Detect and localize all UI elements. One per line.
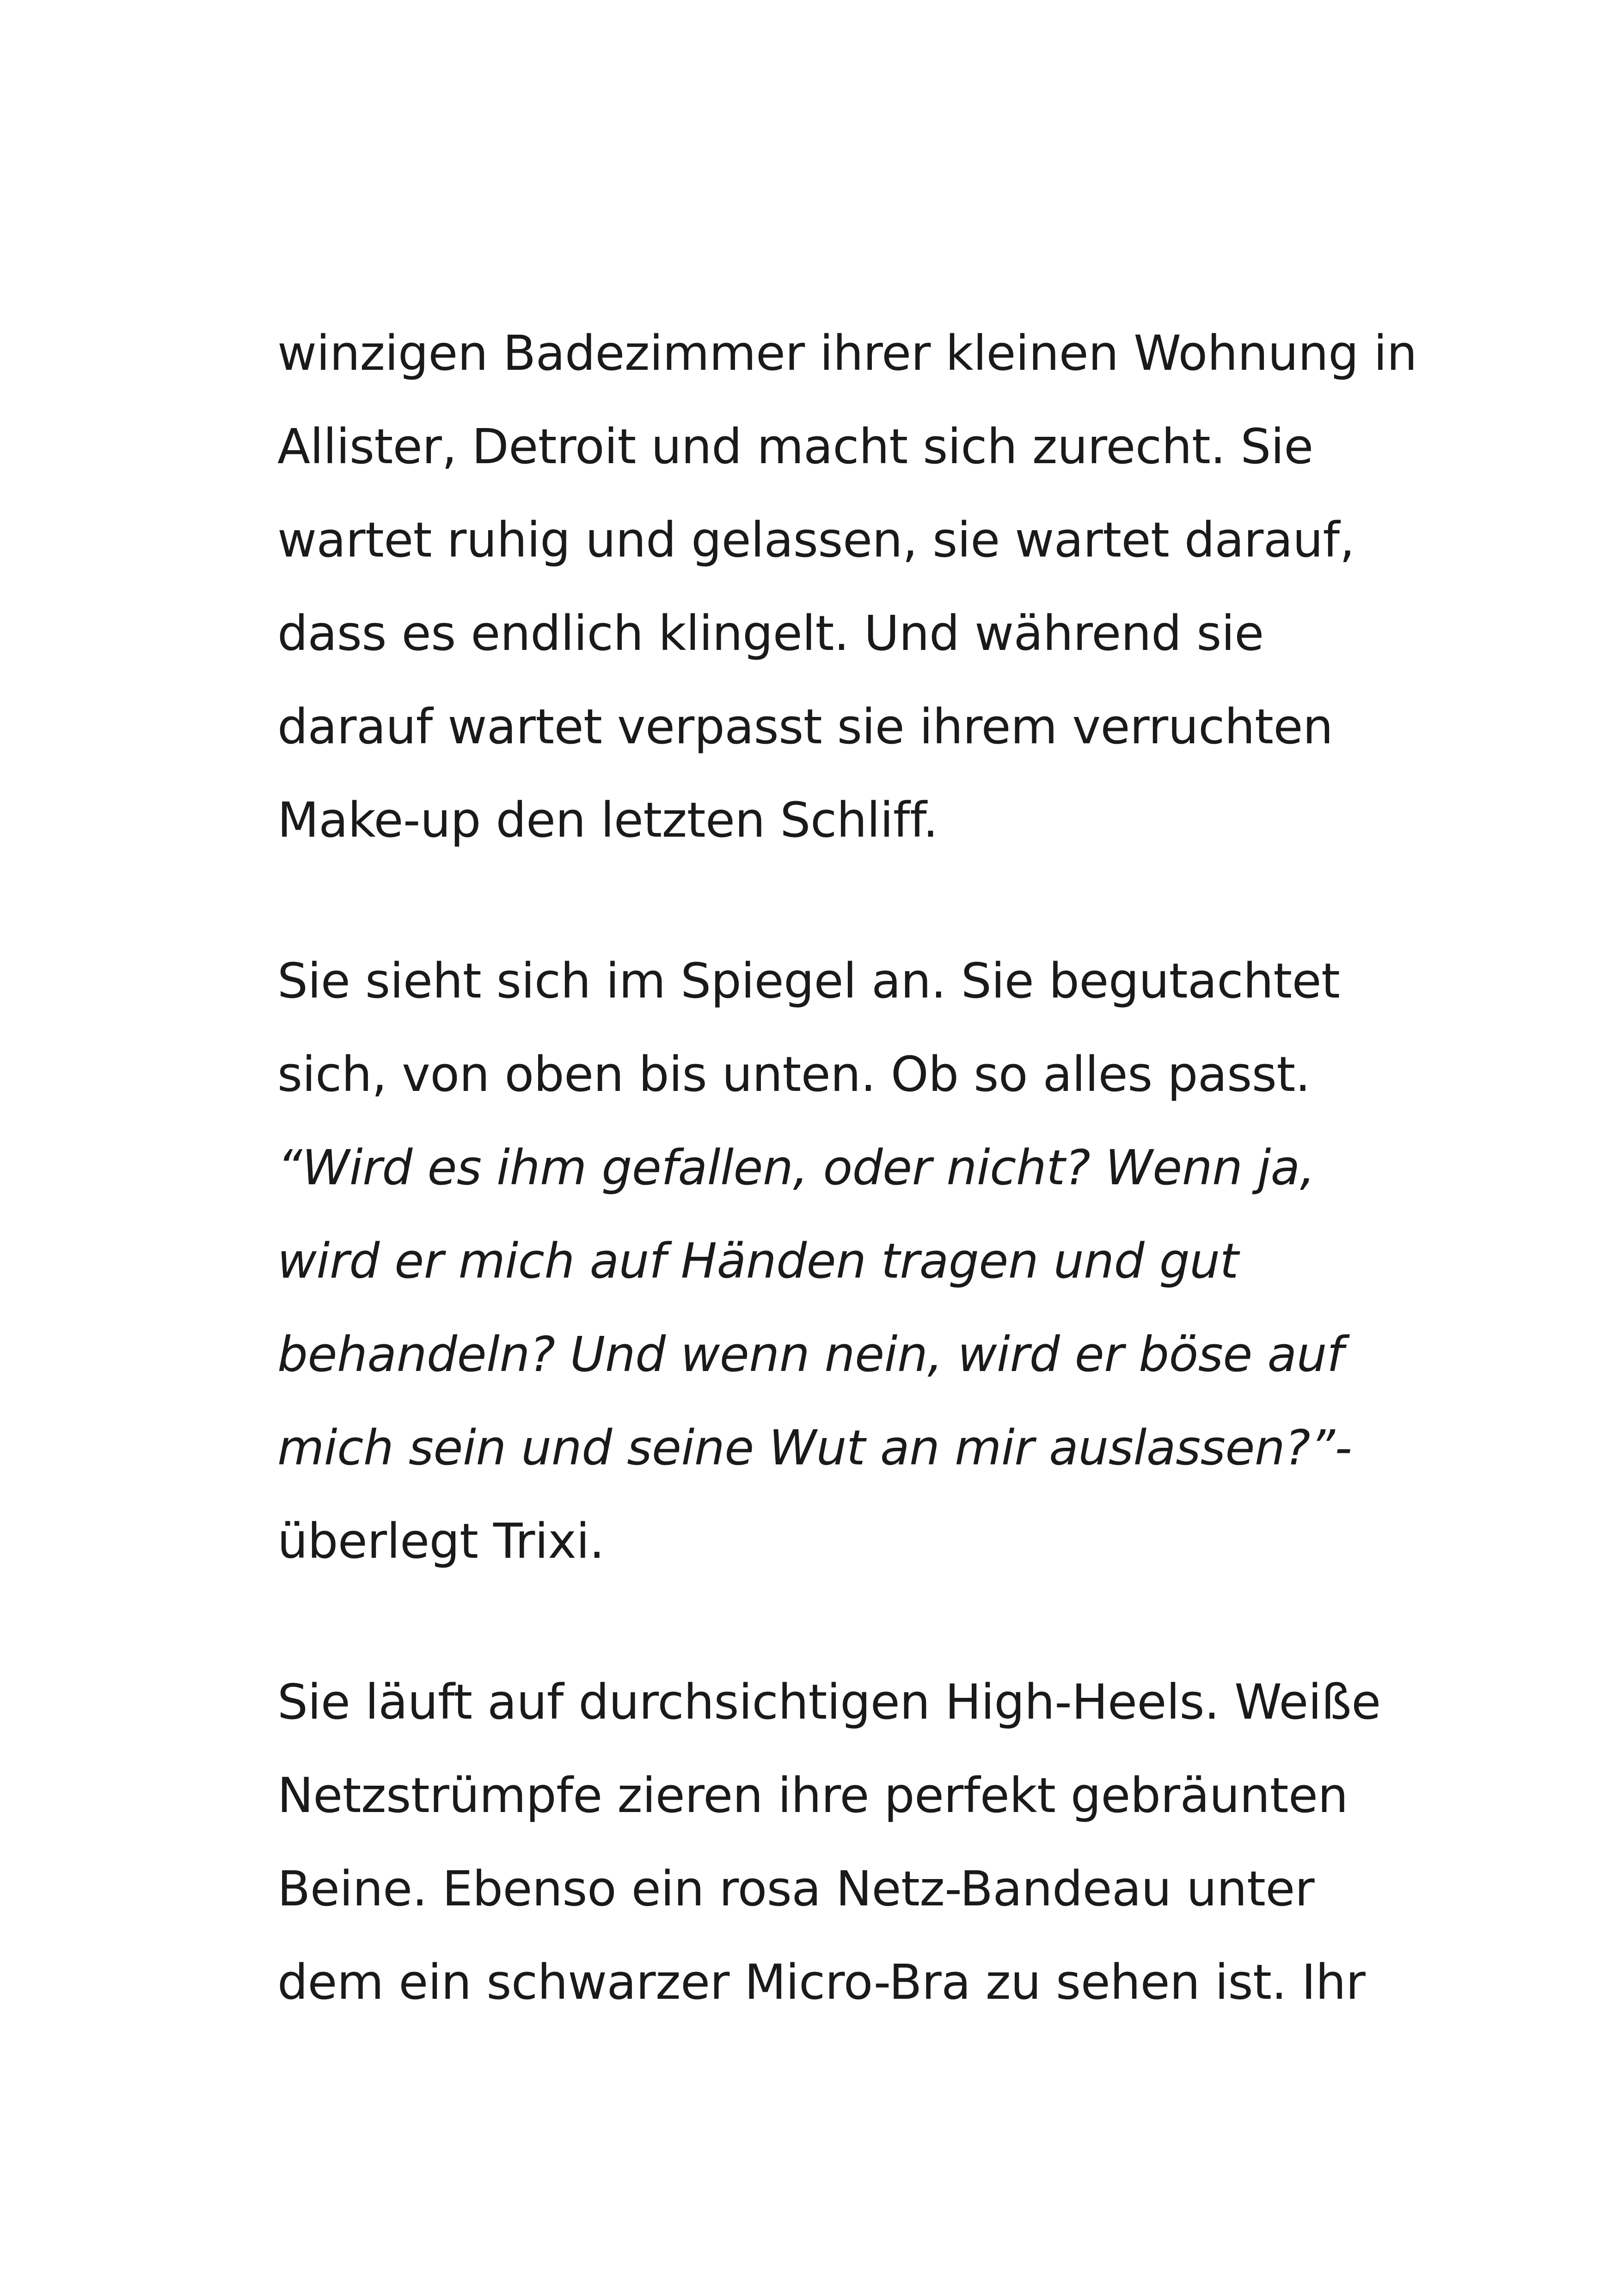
paragraph-1-line-4: dass es endlich klingelt. Und während sie [277, 605, 1264, 661]
paragraph-2-line-5: behandeln? Und wenn nein, wird er böse auf [277, 1326, 1344, 1383]
paragraph-3-line-4: dem ein schwarzer Micro-Bra zu sehen ist. Ihr [277, 1954, 1366, 2010]
paragraph-3-line-1: Sie läuft auf durchsichtigen High-Heels. Weiße [277, 1674, 1381, 1730]
paragraph-1-line-3: wartet ruhig und gelassen, sie wartet darauf, [277, 512, 1355, 568]
paragraph-3-line-3: Beine. Ebenso ein rosa Netz-Bandeau unter [277, 1861, 1315, 1917]
paragraph-1-line-5: darauf wartet verpasst sie ihrem verruchten [277, 698, 1333, 755]
paragraph-2-line-1: Sie sieht sich im Spiegel an. Sie begutachtet [277, 953, 1340, 1009]
paragraph-2-line-6: mich sein und seine Wut an mir auslassen?”- [277, 1420, 1352, 1476]
paragraph-1-line-2: Allister, Detroit und macht sich zurecht. Sie [277, 418, 1313, 475]
paragraph-2-line-3: “Wird es ihm gefallen, oder nicht? Wenn ja, [277, 1139, 1315, 1196]
paragraph-3-line-2: Netzstrümpfe zieren ihre perfekt gebräunten [277, 1767, 1348, 1824]
paragraph-1-line-1: winzigen Badezimmer ihrer kleinen Wohnung in [277, 325, 1417, 381]
paragraph-2-line-2: sich, von oben bis unten. Ob so alles passt. [277, 1046, 1311, 1102]
paragraph-2-line-7: überlegt Trixi. [277, 1513, 605, 1569]
paragraph-1-line-6: Make-up den letzten Schliff. [277, 792, 938, 848]
paragraph-2-line-4: wird er mich auf Händen tragen und gut [277, 1233, 1238, 1289]
